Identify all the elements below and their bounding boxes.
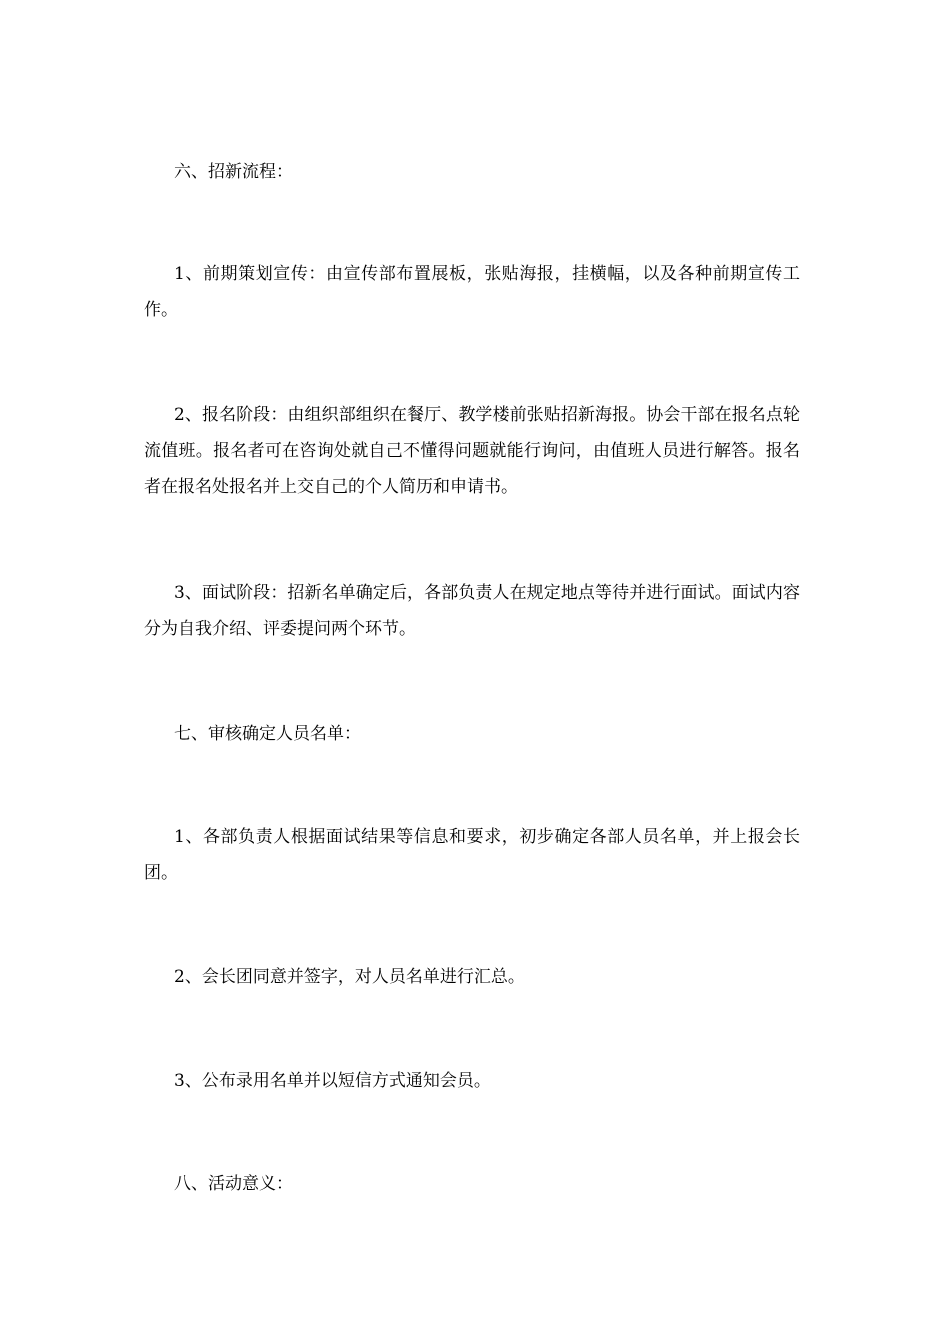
paragraph-interview: 3、面试阶段：招新名单确定后，各部负责人在规定地点等待并进行面试。面试内容分为自我介绍、评委提问两个环节。 xyxy=(144,583,800,639)
paragraph-promotion: 1、前期策划宣传：由宣传部布置展板，张贴海报，挂横幅，以及各种前期宣传工作。 xyxy=(144,264,800,320)
section-heading-recruitment-process: 六、招新流程： xyxy=(174,162,293,182)
paragraph-approval: 2、会长团同意并签字，对人员名单进行汇总。 xyxy=(174,967,525,987)
section-heading-review-list: 七、审核确定人员名单： xyxy=(174,724,361,744)
section-heading-significance: 八、活动意义： xyxy=(174,1174,293,1194)
paragraph-publish-list: 3、公布录用名单并以短信方式通知会员。 xyxy=(174,1071,491,1091)
paragraph-registration: 2、报名阶段：由组织部组织在餐厅、教学楼前张贴招新海报。协会干部在报名点轮流值班。报名者可在咨询处就自己不懂得问题就能行询问，由值班人员进行解答。报名者在报名处报名并上交自己的个人简历和申请书。 xyxy=(144,405,800,497)
paragraph-preliminary-list: 1、各部负责人根据面试结果等信息和要求，初步确定各部人员名单，并上报会长团。 xyxy=(144,827,800,883)
